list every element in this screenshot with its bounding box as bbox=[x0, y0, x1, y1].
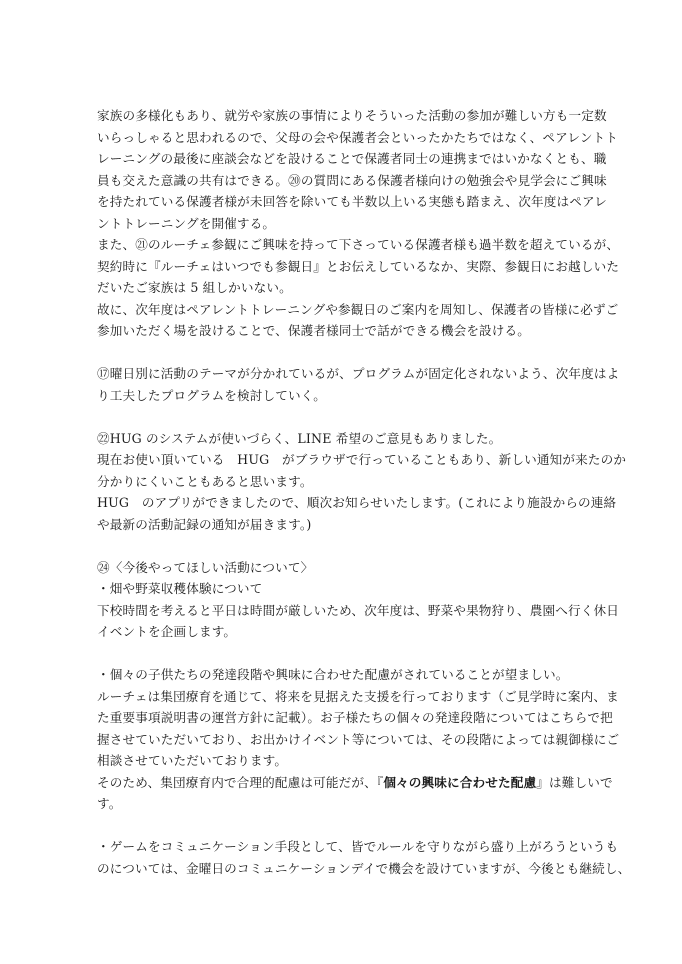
text-line: た重要事項説明書の運営方針に記載）。お子様たちの個々の発達段階についてはこちらで把 bbox=[97, 710, 613, 725]
text-fragment: そのため、集団療育内で合理的配慮は可能だが、『 bbox=[97, 774, 384, 790]
text-line: ⑰曜日別に活動のテーマが分かれているが、プログラムが固定化されないよう、次年度はよ bbox=[97, 366, 620, 381]
text-line: 契約時に『ルーチェはいつでも参観日』とお伝えしているなか、実際、参観日にお越しいた bbox=[97, 258, 620, 274]
text-line: ・畑や野菜収穫体験について bbox=[97, 581, 263, 596]
text-line: 参加いただく場を設けることで、保護者様同士で話ができる機会を設ける。 bbox=[97, 323, 531, 338]
text-line: ルーチェは集団療育を通じて、将来を見据えた支援を行っております（ご見学時に案内、ま bbox=[97, 688, 619, 704]
text-line: を持たれている保護者様が未回答を除いても半数以上いる実態も踏まえ、次年度はペアレ bbox=[97, 194, 608, 209]
text-line: ㉒HUG のシステムが使いづらく、LINE 希望のご意見もありました。 bbox=[97, 430, 502, 446]
text-line: 握させていただいており、お出かけイベント等については、その段階によっては親御様にご bbox=[97, 731, 620, 747]
paragraph-parent-engagement bbox=[97, 105, 620, 342]
text-fragment: 』は難しいで bbox=[536, 774, 613, 790]
text-line: いらっしゃると思われるので、父母の会や保護者会といったかたちではなく、ペアレントト bbox=[97, 129, 619, 145]
paragraph-future-activities bbox=[97, 557, 619, 643]
text-line: 家族の多様化もあり、就労や家族の事情によりそういった活動の参加が難しい方も一定数 bbox=[97, 108, 607, 123]
text-line: す。 bbox=[97, 796, 122, 811]
text-line: ・個々の子供たちの発達段階や興味に合わせた配慮がされていることが望ましい。 bbox=[97, 667, 569, 682]
paragraph-games-communication bbox=[97, 836, 631, 879]
paragraph-gap bbox=[97, 406, 597, 428]
paragraph-program-themes bbox=[97, 363, 620, 406]
paragraph-gap bbox=[97, 643, 597, 665]
text-line: レーニングの最後に座談会などを設けることで保護者同士の連携まではいかなくとも、職 bbox=[97, 151, 607, 166]
text-line: や最新の活動記録の通知が届きます。) bbox=[97, 516, 312, 532]
text-line: HUG のアプリができましたので、順次お知らせいたします。(これにより施設からの連絡 bbox=[97, 495, 617, 510]
paragraph-gap bbox=[97, 815, 597, 837]
text-line: また、㉑のルーチェ参観にご興味を持って下さっている保護者様も過半数を超えているが、 bbox=[97, 237, 620, 252]
text-line: だいたご家族は 5 組しかいない。 bbox=[97, 280, 292, 295]
paragraph-individual-consideration bbox=[97, 664, 620, 815]
text-line: 員も交えた意識の共有はできる。⑳の質問にある保護者様向けの勉強会や見学会にご興味 bbox=[97, 172, 607, 188]
text-line: のについては、金曜日のコミュニケーションデイで機会を設けていますが、今後とも継続し、 bbox=[97, 860, 631, 876]
text-line: り工夫したプログラムを検討していく。 bbox=[97, 387, 327, 403]
paragraph-gap bbox=[97, 535, 597, 557]
text-line: 相談させていただいております。 bbox=[97, 753, 288, 768]
text-line: 故に、次年度はペアレントトレーニングや参観日のご案内を周知し、保護者の皆様に必ずご bbox=[97, 301, 619, 317]
text-line: 現在お使い頂いている HUG がブラウザで行っていることもあり、新しい通知が来たのか bbox=[97, 452, 627, 467]
document-page bbox=[97, 105, 631, 879]
paragraph-gap bbox=[97, 342, 597, 364]
text-line: 分かりにくいこともあると思います。 bbox=[97, 473, 313, 489]
paragraph-hug-system bbox=[97, 428, 627, 536]
text-line: イベントを企画します。 bbox=[97, 624, 237, 639]
text-line: ・ゲームをコミュニケーション手段として、皆でルールを守りながら盛り上がろうというも bbox=[97, 839, 619, 854]
text-line: ントトレーニングを開催する。 bbox=[97, 215, 276, 231]
text-line: 下校時間を考えると平日は時間が厳しいため、次年度は、野菜や果物狩り、農園へ行く休日 bbox=[97, 602, 619, 618]
section-heading: ㉔〈今後やってほしい活動について〉 bbox=[97, 559, 314, 575]
text-line-with-emphasis bbox=[97, 772, 613, 794]
emphasized-text: 個々の興味に合わせた配慮 bbox=[383, 774, 537, 790]
